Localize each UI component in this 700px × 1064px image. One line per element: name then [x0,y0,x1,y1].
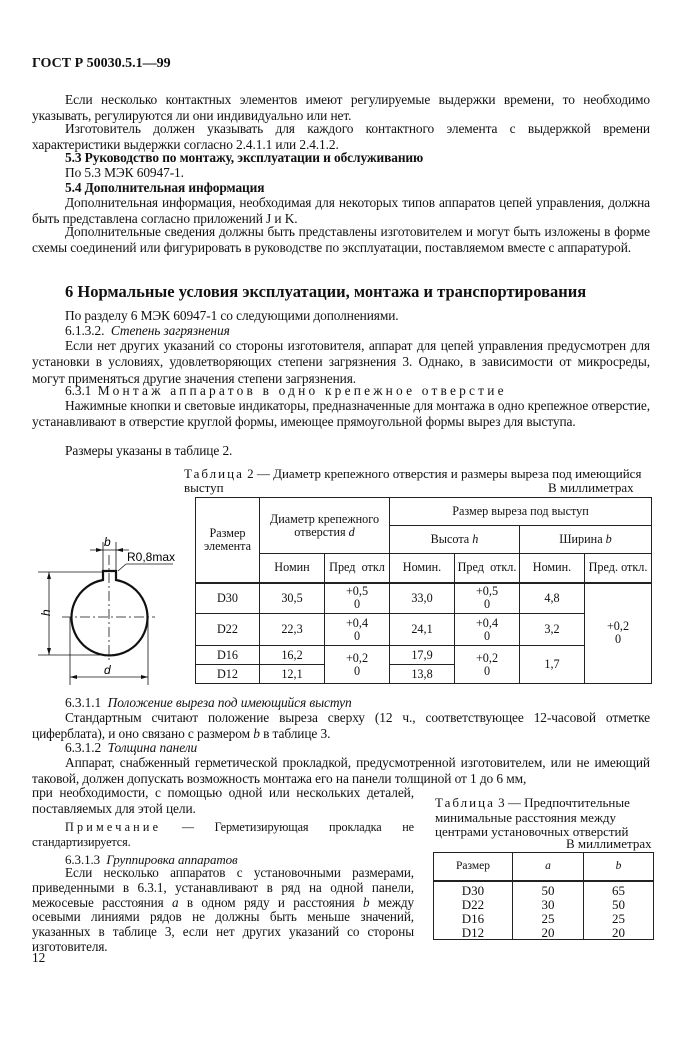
note-text: — Герметизирующая прокладка не стандартизируется. [32,820,414,849]
table-caption-text: 2 — Диаметр крепежного отверстия и размеры выреза под имеющийся выступ [184,466,642,495]
header-dev: Пред откл. [455,554,520,583]
table-row: D22 30 50 [434,898,654,912]
subsection-6-3-1-2 [65,740,197,756]
section-heading-6: 6 Нормальные условия эксплуатации, монтажа и транспортирования [65,282,587,301]
table-row: D12 20 20 [434,926,654,940]
paragraph: Изготовитель должен указывать для каждого контактного элемента с выдержкой времени характеристики выдержки согласно 2.4.1.1 или 2.4.1.2. [32,121,650,153]
paragraph: По 5.3 МЭК 60947-1. [65,165,184,180]
header-height: Высота h [390,526,520,554]
table2-units: В миллиметрах [548,480,634,495]
header-b: b [584,853,654,882]
paragraph: По разделу 6 МЭК 60947-1 со следующими дополнениями. [65,308,399,323]
page-number: 12 [32,950,46,965]
paragraph: Аппарат, снабженный герметической прокладкой, предусмотренной изготовителем, или не имеющий таковой, должен допускать возможность монтажа его на панели толщиной от 1 до 6 мм, [32,755,650,787]
subsection-number: 6.3.1.2 [65,740,102,755]
header-nom: Номин [260,554,325,583]
table-2 [195,497,652,684]
subsection-title: Степень загрязнения [110,323,230,338]
table-row: D16 25 25 [434,912,654,926]
table-3 [433,852,654,940]
subsection-number: 6.3.1 [65,383,92,398]
header-width: Ширина b [520,526,652,554]
header-cutout: Размер выреза под выступ [390,498,652,526]
table3-units: В миллиметрах [566,836,652,851]
subsection-number: 6.3.1.1 [65,695,102,710]
paragraph: при необходимости, с помощью одной или нескольких деталей, поставляемых для этой цели. [32,785,414,817]
paragraph: Нажимные кнопки и световые индикаторы, предназначенные для монтажа в одно крепежное отверстие, устанавливают в отверстие круглой формы, имеющее прямоугольной формы вырез для выступа. [32,398,650,430]
subsection-number: 6.1.3.2. [65,323,105,338]
subsection-6-3-1 [65,383,507,399]
note-label: Примечание [65,820,162,834]
paragraph: Если нет других указаний со стороны изготовителя, аппарат для цепей управления предусмотрен для установки в условиях, удовлетворяющих степени загрязнения 3. Однако, в зависимости от микросреды, могут применяться другие значения степени загрязнения. [32,338,650,386]
header-size: Размер [434,853,513,882]
table-caption-text: 3 — Предпочтительные минимальные расстояния между центрами установочных отверстий [435,795,630,839]
section-heading-5-3: 5.3 Руководство по монтажу, эксплуатации и обслуживанию [65,150,424,165]
paragraph: Если несколько контактных элементов имеют регулируемые выдержки времени, то необходимо указывать, регулируются ли они индивидуально или нет. [32,92,650,124]
header-nom: Номин. [520,554,585,583]
header-dev: Пред откл [325,554,390,583]
table-row: D22 22,3 +0,4 0 24,1 +0,4 0 3,2 [196,614,652,646]
table3-caption [435,796,655,840]
table-label: Таблица [184,466,244,481]
table-row: D12 12,1 13,8 [196,665,652,684]
paragraph: Дополнительная информация, необходимая для некоторых типов аппаратов цепей управления, должна быть представлена согласно приложений J и K. [32,195,650,227]
subsection-title: Положение выреза под имеющийся выступ [107,695,352,710]
table-label: Таблица [435,795,495,810]
note [32,820,414,850]
cutout-diagram-figure [30,530,200,690]
subsection-title: Толщина панели [107,740,198,755]
subsection-title: Монтаж аппаратов в одно крепежное отверстие [97,383,507,398]
table-row: D30 30,5 +0,5 0 33,0 +0,5 0 4,8 +0,2 0 [196,583,652,614]
document-header: ГОСТ Р 50030.5.1—99 [32,56,171,71]
header-diameter: Диаметр крепежного отверстия d [260,498,390,554]
width-deviation-merged: +0,2 0 [585,583,652,684]
paragraph: Размеры указаны в таблице 2. [65,443,233,458]
subsection-title: Группировка аппаратов [106,852,238,867]
subsection-6-3-1-1 [65,695,352,711]
dimension-label-h: h [39,609,53,616]
paragraph: Дополнительные сведения должны быть представлены изготовителем и могут быть изложены в форме схемы соединений или фигурировать в руководстве по эксплуатации, поставляемом вместе с аппаратурой. [32,224,650,256]
dimension-label-d: d [104,663,111,677]
header-size: Размер элемента [196,498,260,583]
radius-label: R0,8max [127,550,176,564]
subsection-6-1-3-2 [65,323,230,339]
dimension-label-b: b [104,535,111,549]
table-row: D30 50 65 [434,881,654,898]
section-heading-5-4: 5.4 Дополнительная информация [65,180,265,195]
header-nom: Номин. [390,554,455,583]
table-row: D16 16,2 +0,2 0 17,9 +0,2 0 1,7 [196,646,652,665]
subsection-number: 6.3.1.3 [65,852,101,867]
paragraph: Если несколько аппаратов с установочными размерами, приведенными в 6.3.1, устанавливают в ряд на одной панели, межосевые расстояния a в одном ряду и расстояния b между осевыми линиями рядов не должны быть меньше значений, указанных в таблице 3, если нет других указаний со стороны изготовителя. [32,865,415,954]
header-dev: Пред. откл. [585,554,652,583]
header-a: a [513,853,584,882]
paragraph: Стандартным считают положение выреза сверху (12 ч., соответствующее 12-часовой отметке циферблата), и оно связано с размером b в таблице 3. [32,710,650,742]
